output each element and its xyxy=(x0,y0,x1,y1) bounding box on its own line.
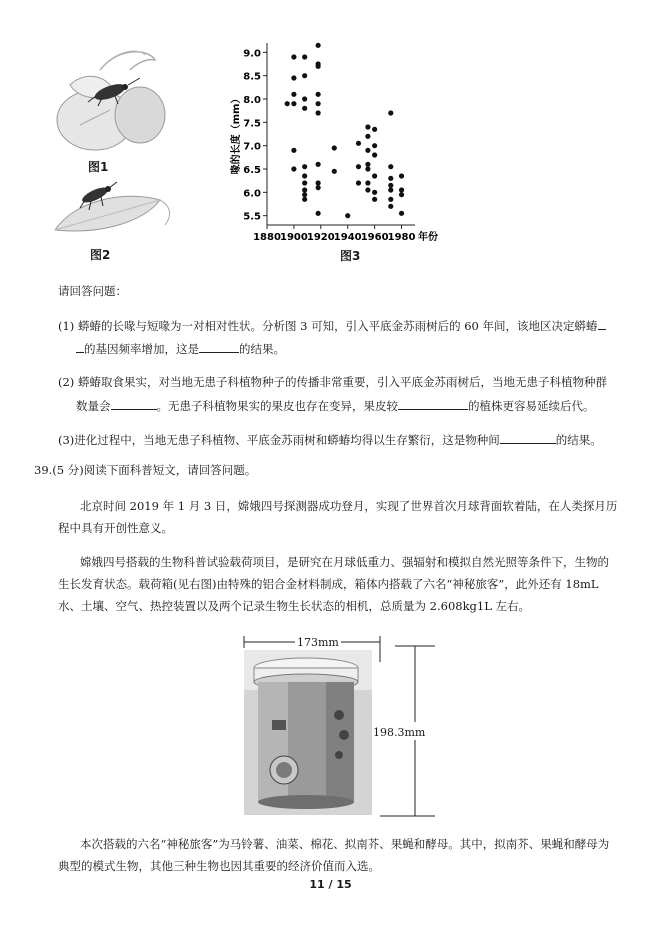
y-tick-label: 6.5 xyxy=(243,165,261,176)
data-point xyxy=(372,143,377,148)
data-point xyxy=(302,73,307,78)
data-point xyxy=(388,183,393,188)
paragraph-1-line-1: 北京时间 2019 年 1 月 3 日，嫦娥四号探测器成功登月，实现了世界首次月球背面软着陆，在人类探月历 xyxy=(80,499,618,513)
y-tick-label: 9.0 xyxy=(243,48,261,60)
question-3-line xyxy=(58,431,618,449)
x-axis-label: 年份 xyxy=(418,232,438,243)
data-point xyxy=(372,197,377,202)
data-point xyxy=(345,213,350,218)
q2-text-b3: 的植株更容易延续后代。 xyxy=(468,399,595,413)
data-point xyxy=(388,110,393,115)
data-point xyxy=(302,96,307,101)
data-point xyxy=(302,187,307,192)
data-point xyxy=(388,197,393,202)
question-39-heading: 39.(5 分)阅读下面科普短文，请回答问题。 xyxy=(34,463,257,477)
fig1-insect-leaves-image xyxy=(40,40,170,155)
prompt-line: 请回答问题： xyxy=(58,284,127,298)
data-point xyxy=(302,197,307,202)
q2-blank-2 xyxy=(398,397,468,410)
q1-blank-1b xyxy=(76,340,84,353)
data-point xyxy=(316,92,321,97)
q1-blank-2 xyxy=(199,340,239,353)
y-axis-label: 喙的长度（mm） xyxy=(231,93,242,175)
data-point xyxy=(365,180,370,185)
q2-text-b2: 。无患子科植物果实的果皮也存在变异，果皮较 xyxy=(156,399,398,413)
y-tick-label: 8.5 xyxy=(243,71,261,83)
q3-text-a: (3)进化过程中，当地无患子科植物、平底金苏雨树和蟒蝽均得以生存繁衍，这是物种间 xyxy=(58,433,500,447)
x-tick-label: 1960 xyxy=(360,232,389,243)
data-point xyxy=(365,187,370,192)
data-point xyxy=(372,127,377,132)
fig3-scatter-chart xyxy=(225,35,455,250)
data-point xyxy=(316,180,321,185)
data-point xyxy=(291,101,296,106)
data-point xyxy=(365,134,370,139)
data-point xyxy=(316,185,321,190)
q2-blank-1 xyxy=(111,397,157,410)
q1-text-b: 的基因频率增加，这是 xyxy=(84,342,199,356)
q3-blank xyxy=(500,431,556,444)
page-number: 11 / 15 xyxy=(309,878,352,891)
q2-text-b1: 数量会 xyxy=(76,399,111,413)
q1-blank-1a xyxy=(598,317,606,330)
fig3-caption: 图3 xyxy=(340,249,361,263)
container-width-label: 173mm xyxy=(297,636,339,649)
question-1-line-2 xyxy=(76,340,636,358)
q1-text-a: (1) 蟒蝽的长喙与短喙为一对相对性状。分析图 3 可知，引入平底金苏雨树后的 60 年间，该地区决定蟒蝽 xyxy=(58,319,598,333)
data-point xyxy=(291,75,296,80)
data-point xyxy=(388,164,393,169)
data-point xyxy=(365,162,370,167)
paragraph-2-line-1: 嫦娥四号搭载的生物科普试验载荷项目，是研究在月球低重力、强辐射和模拟自然光照等条件下，生物的 xyxy=(80,555,609,569)
data-point xyxy=(356,164,361,169)
paragraph-1-line-2: 程中具有开创性意义。 xyxy=(58,521,173,535)
data-point xyxy=(302,180,307,185)
data-point xyxy=(316,101,321,106)
question-2-line-1: (2) 蟒蝽取食果实，对当地无患子科植物种子的传播非常重要，引入平底金苏雨树后，当地无患子科植物种群 xyxy=(58,375,607,389)
data-point xyxy=(332,145,337,150)
paragraph-2-line-3: 水、土壤、空气、热控装置以及两个记录生物生长状态的相机，总质量为 2.608kg1L 左右。 xyxy=(58,599,531,613)
paragraph-3-line-2: 典型的模式生物，其他三种生物也因其重要的经济价值而入选。 xyxy=(58,859,380,873)
data-point xyxy=(399,192,404,197)
data-point xyxy=(302,106,307,111)
y-tick-label: 7.5 xyxy=(243,118,261,130)
data-point xyxy=(316,64,321,69)
x-tick-label: 1900 xyxy=(279,232,308,243)
question-1-line-1 xyxy=(58,317,618,335)
data-point xyxy=(285,101,290,106)
q1-text-c: 的结果。 xyxy=(239,342,285,356)
data-point xyxy=(365,166,370,171)
data-point xyxy=(291,92,296,97)
question-2-line-2 xyxy=(76,397,636,415)
y-tick-label: 8.0 xyxy=(243,95,261,106)
data-point xyxy=(365,124,370,129)
y-tick-label: 7.0 xyxy=(243,141,261,153)
data-point xyxy=(302,164,307,169)
data-point xyxy=(302,173,307,178)
x-tick-label: 1880 xyxy=(253,232,281,243)
fig2-caption: 图2 xyxy=(90,248,111,262)
paragraph-3-line-1: 本次搭载的六名“神秘旅客”为马铃薯、油菜、棉花、拟南芥、果蝇和酵母。其中，拟南芥、果蝇和酵母为 xyxy=(80,837,610,851)
data-point xyxy=(399,211,404,216)
x-tick-label: 1920 xyxy=(306,232,335,243)
data-point xyxy=(399,187,404,192)
data-point xyxy=(399,173,404,178)
paragraph-2-line-2: 生长发育状态。载荷箱(见右图)由特殊的铝合金材料制成，箱体内搭载了六名“神秘旅客”，此外还有 18mL xyxy=(58,577,599,591)
data-point xyxy=(388,176,393,181)
data-point xyxy=(291,148,296,153)
data-point xyxy=(372,190,377,195)
data-point xyxy=(316,211,321,216)
x-tick-label: 1940 xyxy=(333,232,362,243)
q3-text-b: 的结果。 xyxy=(555,433,602,447)
data-point xyxy=(372,173,377,178)
data-point xyxy=(316,162,321,167)
data-point xyxy=(356,180,361,185)
data-point xyxy=(365,148,370,153)
data-point xyxy=(388,187,393,192)
data-point xyxy=(316,110,321,115)
data-point xyxy=(291,54,296,59)
y-tick-label: 5.5 xyxy=(243,211,261,223)
y-tick-label: 6.0 xyxy=(243,188,261,200)
data-point xyxy=(332,169,337,174)
data-point xyxy=(356,141,361,146)
fig2-insect-leaf-image xyxy=(45,180,175,240)
data-point xyxy=(291,166,296,171)
data-point xyxy=(372,152,377,157)
data-point xyxy=(302,192,307,197)
data-point xyxy=(388,204,393,209)
data-point xyxy=(316,43,321,48)
fig1-caption: 图1 xyxy=(88,160,109,174)
x-tick-label: 1980 xyxy=(387,232,416,243)
data-point xyxy=(302,54,307,59)
container-height-label: 198.3mm xyxy=(373,726,426,739)
